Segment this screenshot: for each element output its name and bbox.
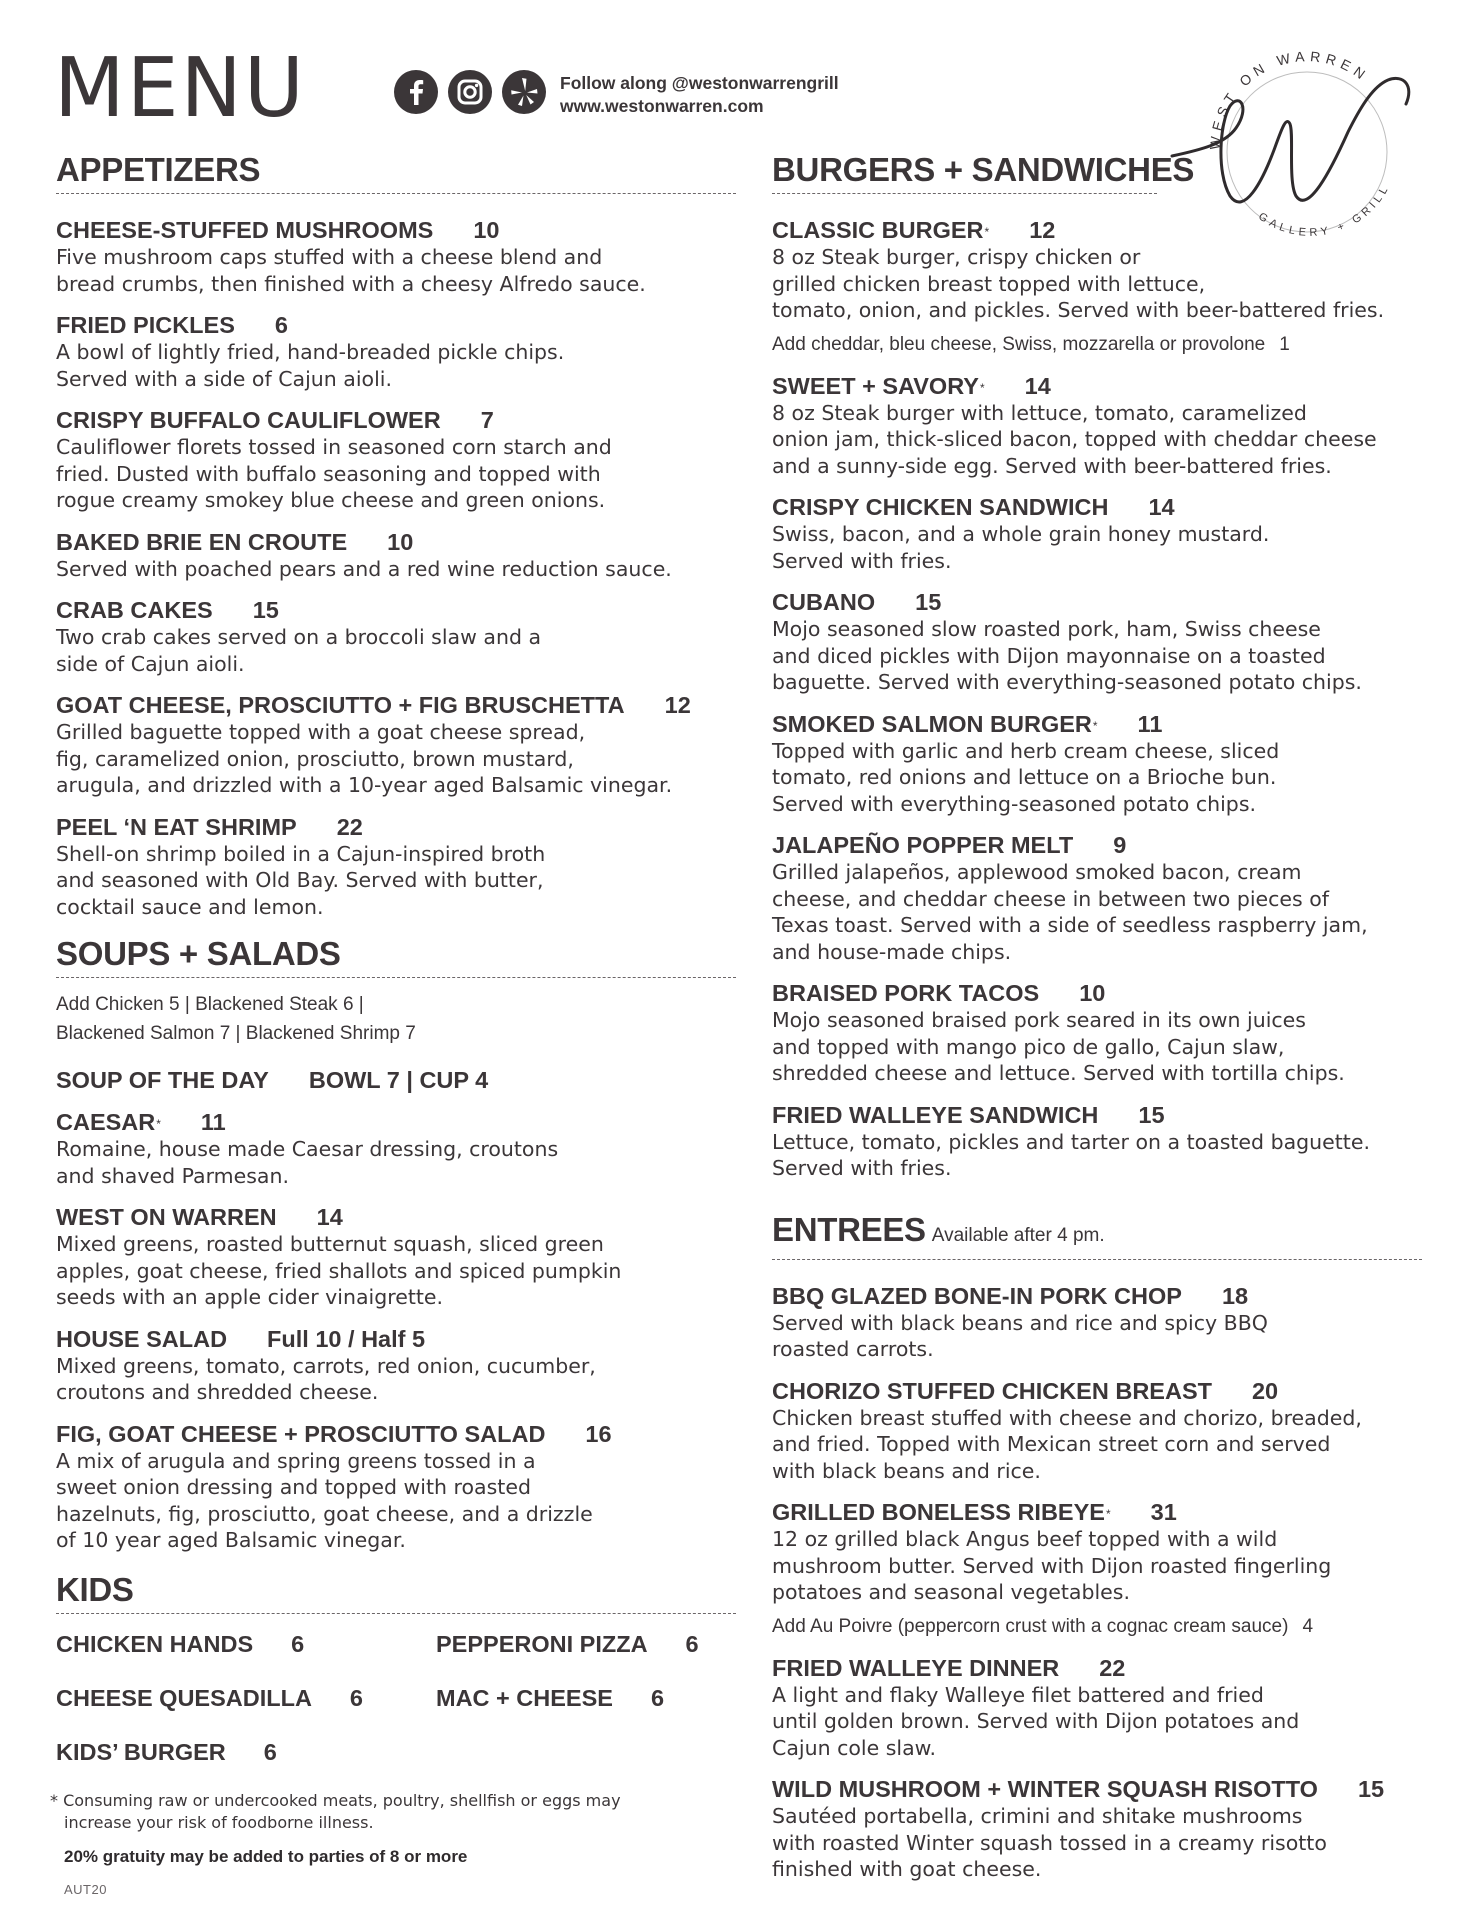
kids-section	[56, 1570, 736, 1780]
menu-item-crab-cakes	[56, 596, 736, 677]
description-line: side of Cajun aioli.	[56, 651, 245, 676]
divider	[772, 1259, 1422, 1260]
item-description	[772, 616, 1452, 696]
item-name: FRIED PICKLES	[56, 312, 235, 338]
soups-salads-title: SOUPS + SALADS	[56, 935, 341, 972]
item-heading	[772, 710, 1452, 738]
item-price: 6	[650, 1684, 665, 1711]
menu-item-grilled-boneless-ribeye	[772, 1498, 1452, 1606]
item-description	[56, 719, 736, 799]
menu-item-braised-pork-tacos	[772, 979, 1452, 1087]
item-name: FRIED WALLEYE SANDWICH	[772, 1101, 1099, 1128]
appetizers-section	[56, 150, 736, 920]
menu-item-smoked-salmon-burger	[772, 710, 1452, 818]
description-line: fig, caramelized onion, prosciutto, brown mustard,	[56, 746, 574, 771]
item-heading	[436, 1684, 736, 1712]
divider	[56, 193, 736, 194]
description-line: onion jam, thick-sliced bacon, topped with cheddar cheese	[772, 427, 1377, 451]
item-heading	[56, 1684, 436, 1712]
divider	[772, 193, 1157, 194]
item-description	[772, 859, 1452, 965]
item-heading	[56, 1738, 436, 1766]
item-name: JALAPEÑO POPPER MELT	[772, 832, 1074, 858]
item-price: Full 10 / Half 5	[267, 1325, 426, 1352]
description-line: baguette. Served with everything-seasoned potato chips.	[772, 670, 1362, 694]
item-heading	[772, 1282, 1452, 1310]
gratuity-note: 20% gratuity may be added to parties of 8 or more	[64, 1847, 468, 1866]
description-line: Cajun cole slaw.	[772, 1735, 937, 1760]
menu-item-crispy-chicken-sandwich	[772, 493, 1452, 574]
item-price: 9	[1113, 832, 1127, 858]
description-line: with roasted Winter squash tossed in a creamy risotto	[772, 1830, 1327, 1855]
description-line: and shaved Parmesan.	[56, 1163, 289, 1188]
description-line: Chicken breast stuffed with cheese and chorizo, breaded,	[772, 1405, 1362, 1430]
item-heading	[772, 1498, 1452, 1526]
item-heading	[56, 813, 736, 841]
classic-burger-item	[772, 216, 1452, 324]
soup-sizes: BOWL 7 | CUP 4	[308, 1067, 489, 1093]
description-line: fried. Dusted with buffalo seasoning and topped with	[56, 461, 601, 486]
item-heading	[772, 216, 1452, 244]
description-line: A light and flaky Walleye filet battered and fried	[772, 1682, 1264, 1707]
description-line: arugula, and drizzled with a 10-year aged Balsamic vinegar.	[56, 773, 673, 797]
item-description	[56, 1448, 736, 1554]
item-description	[56, 244, 736, 297]
item-description	[772, 1803, 1452, 1883]
item-name: CRAB CAKES	[56, 597, 213, 623]
description-line: rogue creamy smokey blue cheese and green onions.	[56, 488, 606, 512]
item-name: WILD MUSHROOM + WINTER SQUASH RISOTTO	[772, 1776, 1318, 1802]
item-name: SWEET + SAVORY	[772, 372, 979, 399]
item-price: 14	[1148, 494, 1175, 520]
item-description	[772, 1129, 1452, 1182]
logo-bottom-text: GALLERY + GRILL	[1256, 181, 1393, 240]
menu-item-fried-pickles	[56, 311, 736, 392]
kids-list	[56, 1630, 736, 1780]
item-price: 22	[1099, 1654, 1126, 1681]
description-line: Served with black beans and rice and spicy BBQ	[772, 1310, 1268, 1335]
item-heading	[56, 1203, 736, 1231]
description-line: and fried. Topped with Mexican street corn and served	[772, 1432, 1331, 1456]
description-line: 12 oz grilled black Angus beef topped with a wild	[772, 1527, 1278, 1551]
description-line: 8 oz Steak burger with lettuce, tomato, caramelized	[772, 400, 1307, 425]
menu-item-chorizo-stuffed-chicken-breast	[772, 1377, 1452, 1485]
item-description	[772, 521, 1452, 574]
menu-item-fried-walleye-dinner	[772, 1654, 1452, 1762]
item-heading	[56, 1108, 736, 1136]
description-line: Grilled baguette topped with a goat cheese spread,	[56, 720, 586, 744]
item-heading	[772, 493, 1452, 521]
description-line: apples, goat cheese, fried shallots and spiced pumpkin	[56, 1258, 622, 1283]
item-price: 15	[1357, 1776, 1385, 1802]
entrees-list	[772, 1282, 1452, 1606]
item-name: BBQ GLAZED BONE-IN PORK CHOP	[772, 1282, 1182, 1309]
item-heading	[56, 596, 736, 624]
item-name: GRILLED BONELESS RIBEYE	[772, 1499, 1105, 1525]
description-line: Grilled jalapeños, applewood smoked bacon, cream	[772, 860, 1302, 884]
menu-item-chicken-hands	[56, 1630, 436, 1658]
description-line: cheese, and cheddar cheese in between two pieces of	[772, 886, 1329, 911]
description-line: and seasoned with Old Bay. Served with butter,	[56, 868, 544, 892]
item-description	[772, 1310, 1452, 1363]
divider	[56, 977, 736, 978]
item-description	[772, 400, 1452, 480]
menu-item-house-salad	[56, 1325, 736, 1406]
menu-item-pepperoni-pizza	[436, 1630, 736, 1658]
description-line: Mixed greens, roasted butternut squash, sliced green	[56, 1232, 604, 1256]
description-line: Served with fries.	[772, 1156, 952, 1180]
description-line: and diced pickles with Dijon mayonnaise on a toasted	[772, 643, 1326, 668]
item-description	[772, 1526, 1452, 1606]
au-poivre-addon	[772, 1614, 1452, 1640]
description-line: Served with fries.	[772, 548, 952, 573]
asterisk-marker: *	[984, 225, 990, 239]
kids-title: KIDS	[56, 1570, 134, 1608]
description-line: roasted carrots.	[772, 1337, 934, 1361]
left-column	[56, 150, 736, 1780]
item-price: 10	[1079, 980, 1106, 1006]
menu-item-cheese-stuffed-mushrooms	[56, 216, 736, 297]
item-price: 22	[336, 813, 363, 840]
description-line: tomato, onion, and pickles. Served with beer-battered fries.	[772, 298, 1385, 322]
menu-item-classic-burger	[772, 216, 1452, 324]
item-heading	[56, 406, 736, 434]
item-name: HOUSE SALAD	[56, 1325, 228, 1352]
item-price: 14	[316, 1204, 343, 1230]
entrees-list-more	[772, 1654, 1452, 1883]
item-heading	[772, 372, 1452, 400]
item-heading	[772, 979, 1452, 1007]
description-line: seeds with an apple cider vinaigrette.	[56, 1285, 444, 1309]
item-name: CAESAR	[56, 1109, 156, 1135]
item-price: 6	[685, 1630, 699, 1657]
addon-text: Add Au Poivre (peppercorn crust with a cognac cream sauce)	[772, 1615, 1289, 1637]
item-name: CHORIZO STUFFED CHICKEN BREAST	[772, 1377, 1212, 1404]
item-description	[56, 434, 736, 514]
menu-item-goat-cheese-prosciutto-fig-bruschetta	[56, 691, 736, 799]
description-line: Sautéed portabella, crimini and shitake mushrooms	[772, 1804, 1303, 1828]
item-heading	[56, 691, 736, 719]
description-line: and a sunny-side egg. Served with beer-battered fries.	[772, 453, 1332, 478]
item-price: 16	[585, 1420, 612, 1447]
description-line: mushroom butter. Served with Dijon roasted fingerling	[772, 1553, 1332, 1578]
logo-top-text: WEST ON WARREN	[1206, 48, 1373, 151]
asterisk-marker: *	[1105, 1507, 1111, 1521]
item-heading	[772, 831, 1452, 859]
item-name: BAKED BRIE EN CROUTE	[56, 528, 348, 555]
menu-item-cheese-quesadilla	[56, 1684, 436, 1712]
item-heading	[56, 216, 736, 244]
menu-item-jalape-o-popper-melt	[772, 831, 1452, 965]
menu-item-bbq-glazed-bone-in-pork-chop	[772, 1282, 1452, 1363]
item-price: 15	[1138, 1101, 1165, 1128]
description-line: grilled chicken breast topped with lettuce,	[772, 271, 1206, 296]
description-line: Topped with garlic and herb cream cheese, sliced	[772, 738, 1280, 763]
menu-code: AUT20	[64, 1882, 107, 1897]
menu-item-crispy-buffalo-cauliflower	[56, 406, 736, 514]
right-column	[772, 150, 1452, 1897]
item-name: CRISPY BUFFALO CAULIFLOWER	[56, 407, 441, 433]
item-name: PEEL ‘N EAT SHRIMP	[56, 813, 297, 840]
description-line: finished with goat cheese.	[772, 1857, 1042, 1881]
entrees-title: ENTREES	[772, 1210, 926, 1248]
description-line: with black beans and rice.	[772, 1458, 1041, 1483]
description-line: Texas toast. Served with a side of seedless raspberry jam,	[772, 913, 1368, 937]
entrees-title-row	[772, 1210, 1452, 1256]
raw-food-warning	[50, 1790, 621, 1834]
description-line: hazelnuts, fig, prosciutto, goat cheese, and a drizzle	[56, 1501, 593, 1526]
item-description	[56, 1231, 736, 1311]
cheese-addon	[772, 332, 1452, 358]
soup-of-the-day	[56, 1066, 736, 1094]
description-line: shredded cheese and lettuce. Served with tortilla chips.	[772, 1061, 1345, 1085]
item-heading	[772, 1377, 1452, 1405]
salad-protein-addons	[56, 990, 736, 1048]
asterisk-marker: *	[156, 1117, 161, 1131]
description-line: Mojo seasoned braised pork seared in its own juices	[772, 1008, 1306, 1032]
soup-name: SOUP OF THE DAY	[56, 1067, 269, 1093]
description-line: Lettuce, tomato, pickles and tarter on a toasted baguette.	[772, 1129, 1370, 1154]
item-name: CHEESE-STUFFED MUSHROOMS	[56, 217, 434, 243]
asterisk-marker: *	[979, 380, 985, 395]
menu-item-wild-mushroom-winter-squash-risotto	[772, 1775, 1452, 1883]
description-line: tomato, red onions and lettuce on a Brioche bun.	[772, 765, 1277, 789]
menu-item-peel-n-eat-shrimp	[56, 813, 736, 921]
menu-item-fried-walleye-sandwich	[772, 1101, 1452, 1182]
facebook-icon[interactable]	[394, 70, 438, 114]
warning-line: * Consuming raw or undercooked meats, poultry, shellfish or eggs may	[50, 1791, 621, 1810]
asterisk-marker: *	[1092, 718, 1098, 733]
description-line: Served with a side of Cajun aioli.	[56, 366, 392, 391]
addon-price: 4	[1302, 1615, 1314, 1637]
page-title: MENU	[54, 41, 306, 136]
description-line: croutons and shredded cheese.	[56, 1380, 379, 1404]
item-name: CRISPY CHICKEN SANDWICH	[772, 494, 1109, 520]
salads-list	[56, 1108, 736, 1554]
yelp-icon[interactable]	[502, 70, 546, 114]
burgers-list	[772, 372, 1452, 1182]
item-price: 6	[263, 1738, 277, 1765]
item-description	[56, 1353, 736, 1406]
item-name: FRIED WALLEYE DINNER	[772, 1654, 1060, 1681]
description-line: until golden brown. Served with Dijon potatoes and	[772, 1709, 1300, 1733]
description-line: Five mushroom caps stuffed with a cheese blend and	[56, 245, 603, 269]
item-name: SMOKED SALMON BURGER	[772, 710, 1092, 737]
menu-item-caesar	[56, 1108, 736, 1189]
description-line: Mojo seasoned slow roasted pork, ham, Swiss cheese	[772, 617, 1321, 641]
item-name: KIDS’ BURGER	[56, 1738, 226, 1765]
item-name: PEPPERONI PIZZA	[436, 1630, 648, 1657]
item-heading	[56, 1420, 736, 1448]
item-description	[56, 339, 736, 392]
description-line: potatoes and seasonal vegetables.	[772, 1580, 1130, 1604]
item-price: 20	[1251, 1377, 1279, 1404]
item-price: 7	[480, 407, 494, 433]
item-heading	[56, 1325, 736, 1353]
description-line: A bowl of lightly fried, hand-breaded pickle chips.	[56, 340, 565, 364]
item-price: 15	[915, 589, 942, 615]
description-line: A mix of arugula and spring greens tossed in a	[56, 1448, 536, 1473]
description-line: Romaine, house made Caesar dressing, croutons	[56, 1137, 559, 1161]
item-name: CHICKEN HANDS	[56, 1630, 254, 1657]
item-price: 14	[1024, 372, 1051, 399]
addon-line: Blackened Salmon 7 | Blackened Shrimp 7	[56, 1023, 416, 1044]
item-price: 15	[252, 597, 279, 623]
appetizers-title: APPETIZERS	[56, 151, 261, 188]
menu-item-kids-burger	[56, 1738, 436, 1766]
item-heading	[56, 311, 736, 339]
item-name: MAC + CHEESE	[436, 1684, 613, 1711]
item-price: 18	[1221, 1282, 1249, 1309]
item-heading	[772, 1654, 1452, 1682]
item-price: 6	[274, 312, 288, 338]
description-line: bread crumbs, then finished with a cheesy Alfredo sauce.	[56, 271, 646, 296]
item-name: CLASSIC BURGER	[772, 217, 984, 243]
description-line: Cauliflower florets tossed in seasoned corn starch and	[56, 435, 612, 459]
item-price: 12	[1029, 217, 1056, 243]
item-name: CUBANO	[772, 589, 876, 615]
item-description	[56, 1136, 736, 1189]
description-line: Mixed greens, tomato, carrots, red onion, cucumber,	[56, 1353, 596, 1378]
entrees-section	[772, 1210, 1452, 1883]
follow-block	[560, 72, 839, 118]
item-name: BRAISED PORK TACOS	[772, 980, 1040, 1006]
item-price: 11	[1137, 710, 1163, 737]
menu-item-mac-cheese	[436, 1684, 736, 1712]
description-line: sweet onion dressing and topped with roasted	[56, 1475, 531, 1499]
description-line: of 10 year aged Balsamic vinegar.	[56, 1528, 406, 1552]
divider	[56, 1613, 736, 1614]
description-line: Swiss, bacon, and a whole grain honey mustard.	[772, 522, 1270, 546]
menu-item-cubano	[772, 588, 1452, 696]
item-description	[772, 738, 1452, 818]
menu-item-sweet-savory	[772, 372, 1452, 480]
item-price: 10	[473, 217, 500, 243]
description-line: Two crab cakes served on a broccoli slaw and a	[56, 625, 542, 649]
instagram-icon[interactable]	[448, 70, 492, 114]
warning-line: increase your risk of foodborne illness.	[64, 1813, 374, 1832]
item-heading	[56, 528, 736, 556]
item-description	[56, 624, 736, 677]
item-price: 6	[291, 1630, 305, 1657]
addon-line: Add Chicken 5 | Blackened Steak 6 |	[56, 994, 364, 1015]
item-name: WEST ON WARREN	[56, 1204, 277, 1230]
item-name: CHEESE QUESADILLA	[56, 1684, 312, 1711]
description-line: Served with everything-seasoned potato chips.	[772, 791, 1257, 816]
description-line: and house-made chips.	[772, 939, 1012, 964]
item-price: 10	[387, 528, 414, 555]
description-line: and topped with mango pico de gallo, Cajun slaw,	[772, 1034, 1285, 1059]
soups-salads-section	[56, 934, 736, 1554]
appetizers-list	[56, 216, 736, 920]
description-line: Shell-on shrimp boiled in a Cajun-inspired broth	[56, 841, 546, 866]
item-price: 6	[349, 1684, 363, 1711]
item-description	[56, 841, 736, 921]
follow-handle[interactable]: Follow along @westonwarrengrill	[560, 73, 839, 93]
item-price: 31	[1150, 1499, 1177, 1525]
website-link[interactable]: www.westonwarren.com	[560, 96, 764, 116]
item-heading	[436, 1630, 736, 1658]
description-line: cocktail sauce and lemon.	[56, 894, 324, 919]
menu-item-baked-brie-en-croute	[56, 528, 736, 583]
description-line: 8 oz Steak burger, crispy chicken or	[772, 245, 1141, 269]
item-name: FIG, GOAT CHEESE + PROSCIUTTO SALAD	[56, 1420, 546, 1447]
item-heading	[772, 588, 1452, 616]
social-icons	[394, 70, 546, 114]
item-name: GOAT CHEESE, PROSCIUTTO + FIG BRUSCHETTA	[56, 692, 625, 718]
description-line: Served with poached pears and a red wine reduction sauce.	[56, 556, 672, 581]
item-description	[772, 244, 1452, 324]
entrees-note: Available after 4 pm.	[931, 1224, 1105, 1246]
burgers-title: BURGERS + SANDWICHES	[772, 151, 1195, 188]
addon-price: 1	[1279, 333, 1290, 355]
item-heading	[772, 1775, 1452, 1803]
menu-item-west-on-warren	[56, 1203, 736, 1311]
addon-text: Add cheddar, bleu cheese, Swiss, mozzarella or provolone	[772, 333, 1266, 355]
item-heading	[56, 1630, 436, 1658]
item-description	[772, 1682, 1452, 1762]
item-heading	[772, 1101, 1452, 1129]
burgers-section	[772, 150, 1452, 1182]
item-description	[772, 1007, 1452, 1087]
item-description	[56, 556, 736, 583]
item-description	[772, 1405, 1452, 1485]
menu-item-fig-goat-cheese-prosciutto-salad	[56, 1420, 736, 1554]
item-price: 12	[664, 692, 691, 718]
item-price: 11	[200, 1109, 226, 1135]
